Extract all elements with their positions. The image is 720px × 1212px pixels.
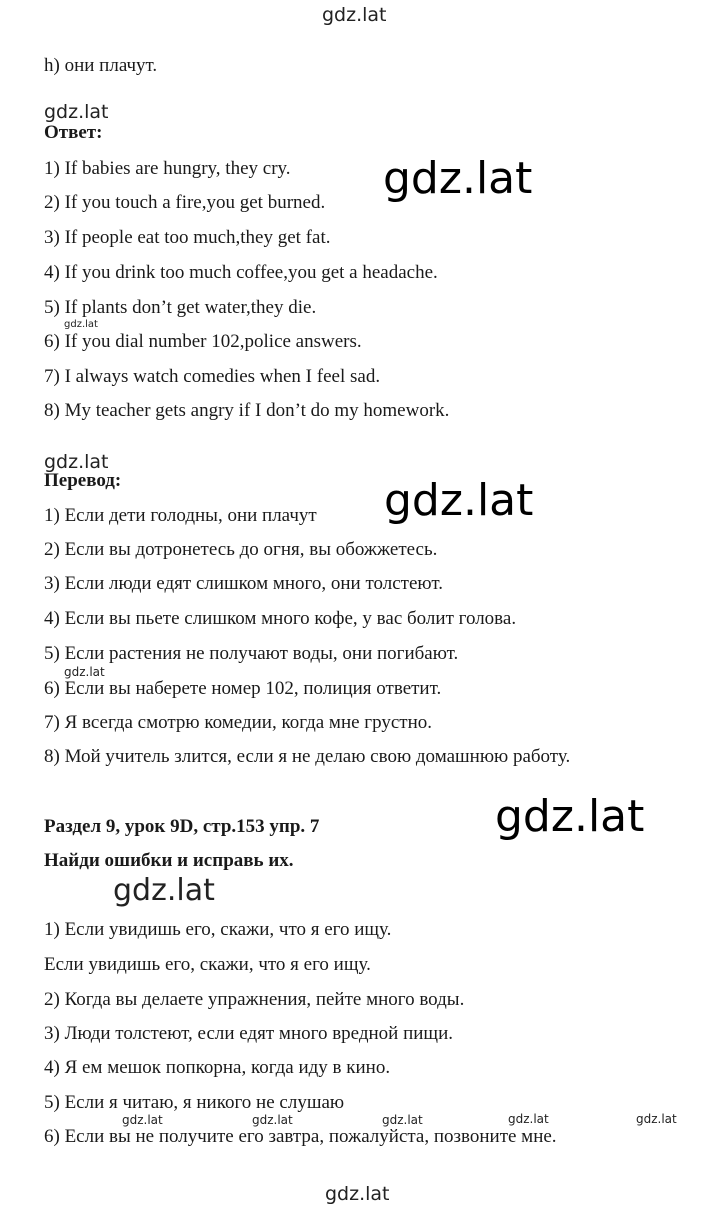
watermark: gdz.lat (636, 1112, 677, 1126)
exercise-task: Найди ошибки и исправь их. (44, 850, 294, 871)
answer-line: 2) If you touch a fire,you get burned. (44, 192, 326, 213)
watermark: gdz.lat (322, 4, 387, 26)
watermark: gdz.lat (383, 153, 533, 204)
translation-heading: Перевод: (44, 470, 122, 491)
translation-line: 1) Если дети голодны, они плачут (44, 505, 317, 526)
translation-line: 3) Если люди едят слишком много, они толстеют. (44, 573, 443, 594)
watermark: gdz.lat (113, 873, 215, 908)
translation-line: 5) Если растения не получают воды, они погибают. (44, 643, 459, 664)
exercise-line: 6) Если вы не получите его завтра, пожалуйста, позвоните мне. (44, 1126, 557, 1147)
exercise-heading: Раздел 9, урок 9D, стр.153 упр. 7 (44, 816, 320, 837)
watermark: gdz.lat (64, 319, 98, 330)
watermark: gdz.lat (122, 1113, 163, 1127)
answer-heading: Ответ: (44, 122, 103, 143)
answer-line: 5) If plants don’t get water,they die. (44, 297, 317, 318)
answer-line: 7) I always watch comedies when I feel sad. (44, 366, 381, 387)
answer-line: 8) My teacher gets angry if I don’t do my homework. (44, 400, 450, 421)
answer-line: 6) If you dial number 102,police answers. (44, 331, 362, 352)
exercise-line: 3) Люди толстеют, если едят много вредной пищи. (44, 1023, 453, 1044)
answer-line: 1) If babies are hungry, they cry. (44, 158, 291, 179)
exercise-line: Если увидишь его, скажи, что я его ищу. (44, 954, 371, 975)
watermark: gdz.lat (495, 791, 645, 842)
exercise-line: 4) Я ем мешок попкорна, когда иду в кино. (44, 1057, 391, 1078)
watermark: gdz.lat (44, 451, 109, 473)
exercise-line: 2) Когда вы делаете упражнения, пейте много воды. (44, 989, 465, 1010)
translation-line: 6) Если вы наберете номер 102, полиция ответит. (44, 678, 442, 699)
watermark: gdz.lat (44, 101, 109, 123)
exercise-line: 1) Если увидишь его, скажи, что я его ищу. (44, 919, 392, 940)
watermark: gdz.lat (508, 1112, 549, 1126)
watermark: gdz.lat (64, 665, 105, 679)
translation-line: 7) Я всегда смотрю комедии, когда мне грустно. (44, 712, 432, 733)
intro-line: h) они плачут. (44, 55, 158, 76)
translation-line: 2) Если вы дотронетесь до огня, вы обожжетесь. (44, 539, 438, 560)
watermark: gdz.lat (384, 475, 534, 526)
answer-line: 4) If you drink too much coffee,you get a headache. (44, 262, 438, 283)
translation-line: 8) Мой учитель злится, если я не делаю свою домашнюю работу. (44, 746, 571, 767)
watermark: gdz.lat (382, 1113, 423, 1127)
watermark: gdz.lat (252, 1113, 293, 1127)
exercise-line: 5) Если я читаю, я никого не слушаю (44, 1092, 345, 1113)
watermark: gdz.lat (325, 1183, 390, 1205)
answer-line: 3) If people eat too much,they get fat. (44, 227, 331, 248)
translation-line: 4) Если вы пьете слишком много кофе, у вас болит голова. (44, 608, 517, 629)
